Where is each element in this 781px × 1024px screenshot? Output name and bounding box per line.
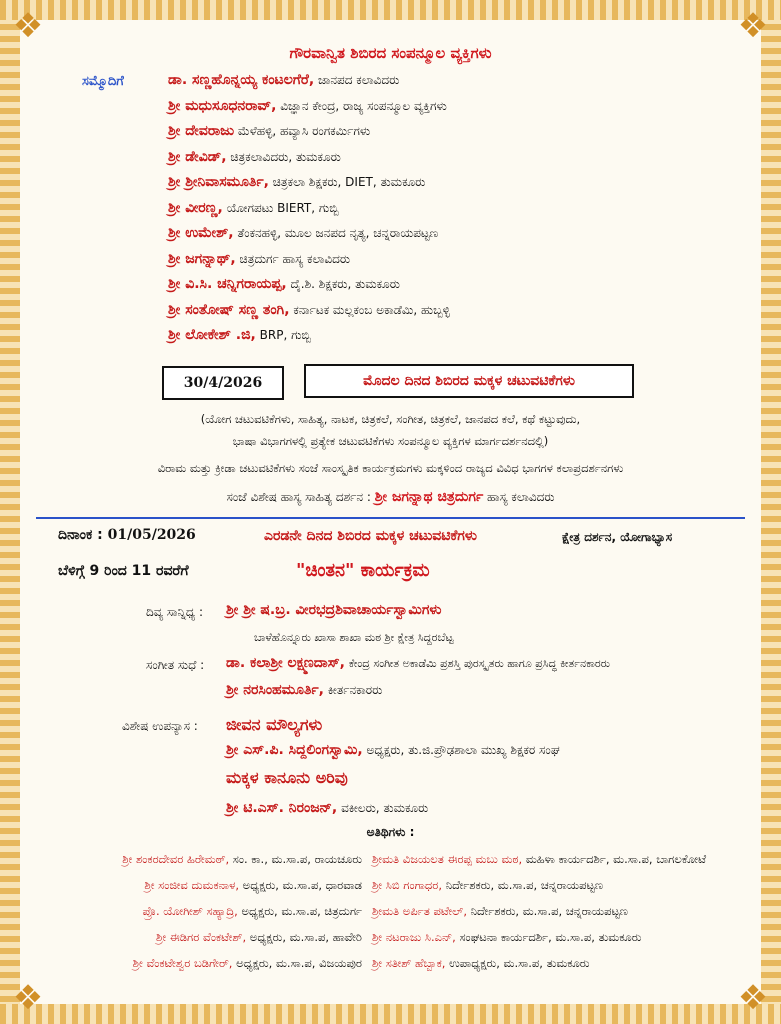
guest-detail: ಅಧ್ಯಕ್ಷರು, ಮ.ಸಾ.ಪ, ಹಾವೇರಿ	[249, 930, 362, 944]
guest-detail: ಮಹಿಳಾ ಕಾರ್ಯದರ್ಶಿ, ಮ.ಸಾ.ಪ, ಬಾಗಲಕೋಟೆ	[525, 852, 707, 866]
lecture-label: ವಿಶೇಷ ಉಪನ್ಯಾಸ :	[122, 719, 198, 733]
divine-detail: ಬಾಳೆಹೊನ್ನೂರು ಖಾಸಾ ಶಾಖಾ ಮಠ ಶ್ರೀ ಕ್ಷೇತ್ರ ಸಿದ್ದರಬೆಟ್ಟ	[254, 631, 454, 644]
day1-activities-line2: ಭಾಷಾ ವಿಭಾಗಗಳಲ್ಲಿ ಪ್ರತ್ಯೇಕ ಚಟುವಟಿಕೆಗಳು ಸಂಪನ್ಮೂಲ ವ್ಯಕ್ತಿಗಳ ಮಾರ್ಗದರ್ಶನದಲ್ಲಿ)	[232, 434, 549, 448]
guest-name: ಶ್ರೀ ನಟರಾಜು ಸಿ.ಎನ್,	[372, 930, 456, 944]
resource-person-item	[168, 72, 399, 88]
guest-detail: ನಿರ್ದೇಶಕರು, ಮ.ಸಾ.ಪ, ಚನ್ನರಾಯಪಟ್ಟಣ	[470, 904, 628, 918]
guest-item	[372, 904, 628, 919]
guest-detail: ಸಂ. ಕಾ., ಮ.ಸಾ.ಪ, ರಾಯಚೂರು	[232, 852, 362, 866]
day2-title: ಎರಡನೇ ದಿನದ ಶಿಬಿರದ ಮಕ್ಕಳ ಚಟುವಟಿಕೆಗಳು	[264, 528, 477, 544]
guest-item	[372, 852, 706, 867]
guest-detail: ಅಧ್ಯಕ್ಷರು, ಮ.ಸಾ.ಪ, ಧಾರವಾಡ	[242, 878, 362, 892]
guest-name: ಶ್ರೀ ಸಿಬಿ ಗಂಗಾಧರ,	[372, 878, 443, 892]
resource-person-name: ಶ್ರೀ ವಿ.ಸಿ. ಚನ್ನಿಗರಾಯಪ್ಪ,	[168, 276, 287, 292]
day2-field-visit: ಕ್ಷೇತ್ರ ದರ್ಶನ, ಯೋಗಾಭ್ಯಾಸ	[562, 530, 673, 544]
divine-label: ದಿವ್ಯ ಸಾನ್ನಿಧ್ಯ :	[146, 605, 204, 619]
resource-person-detail: ತೆಂಕನಹಳ್ಳಿ, ಮೂಲ ಜನಪದ ನೃತ್ಯ, ಚನ್ನರಾಯಪಟ್ಟಣ	[237, 226, 439, 240]
resource-person-name: ಶ್ರೀ ಲೋಕೇಶ್ .ಜಿ,	[168, 327, 256, 343]
resource-person-item	[168, 302, 450, 318]
resource-person-name: ಶ್ರೀ ಮಧುಸೂಧನರಾವ್,	[168, 97, 277, 114]
day2-date	[58, 527, 196, 543]
guest-item	[133, 956, 362, 971]
guest-detail: ನಿರ್ದೇಶಕರು, ಮ.ಸಾ.ಪ, ಚನ್ನರಾಯಪಟ್ಟಣ	[445, 878, 603, 892]
page-title: ಗೌರವಾನ್ವಿತ ಶಿಬಿರದ ಸಂಪನ್ಮೂಲ ವ್ಯಕ್ತಿಗಳು	[289, 44, 492, 62]
corner-ornament-icon: ❖	[737, 978, 769, 1018]
corner-ornament-icon: ❖	[12, 6, 44, 46]
music-performer-2: ಶ್ರೀ ನರಸಿಂಹಮೂರ್ತಿ, ಕೀರ್ತನಕಾರರು	[226, 682, 383, 698]
music-label: ಸಂಗೀತ ಸುಧೆ :	[146, 658, 205, 672]
guest-name: ಪ್ರೊ. ಯೋಗೀಶ್ ಸಹ್ಯಾದ್ರಿ,	[142, 904, 238, 918]
resource-person-detail: ಚಿತ್ರದುರ್ಗ ಹಾಸ್ಯ ಕಲಾವಿದರು	[239, 251, 351, 266]
resource-person-name: ಶ್ರೀ ದೇವರಾಜು	[168, 123, 235, 139]
day1-date-box: 30/4/2026	[162, 366, 284, 400]
evening-label: ಸಂಜೆ ವಿಶೇಷ ಹಾಸ್ಯ ಸಾಹಿತ್ಯ ದರ್ಶನ :	[226, 490, 371, 504]
guest-detail: ಉಪಾಧ್ಯಕ್ಷರು, ಮ.ಸಾ.ಪ, ತುಮಕೂರು	[449, 956, 590, 970]
resource-person-item	[168, 327, 311, 343]
guest-name: ಶ್ರೀ ವೆಂಕಟೇಶ್ವರ ಬಡಿಗೇರ್,	[132, 956, 233, 970]
resource-person-detail: ಕರ್ನಾಟಕ ಮಲ್ಲಕಂಬ ಅಕಾಡೆಮಿ, ಹುಬ್ಬಳ್ಳಿ	[293, 302, 450, 317]
lecture-speaker-2: ಶ್ರೀ ಟಿ.ಎಸ್. ನಿರಂಜನ್, ವಕೀಲರು, ತುಮಕೂರು	[226, 800, 429, 816]
resource-person-detail: ವಿಜ್ಞಾನ ಕೇಂದ್ರ, ರಾಜ್ಯ ಸಂಪನ್ಮೂಲ ವ್ಯಕ್ತಿಗಳು	[280, 98, 447, 113]
guest-name: ಶ್ರೀಮತಿ ವಿಜಯಲತ ಈರಪ್ಪ ಮಬು ಮಠ,	[372, 852, 523, 866]
guest-name: ಶ್ರೀ ಸಂಜೀವ ದುಮಕನಾಳ,	[144, 878, 240, 892]
resource-person-item	[168, 276, 400, 292]
resource-person-item	[168, 225, 438, 241]
day2-date-value: 01/05/2026	[107, 527, 196, 543]
resource-person-name: ಶ್ರೀ ವೀರಣ್ಣ,	[168, 199, 223, 216]
resource-person-name: ಶ್ರೀ ಉಮೇಶ್,	[168, 225, 234, 241]
resource-person-item	[168, 200, 339, 216]
guest-detail: ಅಧ್ಯಕ್ಷರು, ಮ.ಸಾ.ಪ, ಚಿತ್ರದುರ್ಗ	[241, 904, 362, 918]
resource-person-detail: ಜಾನಪದ ಕಲಾವಿದರು	[318, 73, 400, 87]
day2-date-label: ದಿನಾಂಕ :	[58, 527, 103, 543]
resource-person-name: ಡಾ. ಸಣ್ಣಹೊನ್ನಯ್ಯ ಕಂಟಲಗೆರೆ,	[168, 72, 315, 88]
evening-name: ಶ್ರೀ ಜಗನ್ನಾಥ ಚಿತ್ರದುರ್ಗ	[374, 489, 484, 505]
evening-detail: ಹಾಸ್ಯ ಕಲಾವಿದರು	[487, 490, 555, 504]
blessing-label: ಸಮ್ಮೊದಿಗೆ	[82, 74, 124, 89]
resource-person-item	[168, 149, 341, 165]
resource-person-name: ಶ್ರೀ ಡೇವಿಡ್,	[168, 148, 227, 165]
resource-person-item	[168, 98, 447, 114]
guest-detail: ಸಂಘಟನಾ ಕಾರ್ಯದರ್ಶಿ, ಮ.ಸಾ.ಪ, ತುಮಕೂರು	[459, 930, 642, 944]
resource-person-detail: ಮೆಳೆಹಳ್ಳಿ, ಹವ್ಯಾಸಿ ರಂಗಕರ್ಮಿಗಳು	[237, 124, 371, 138]
resource-person-item	[168, 123, 370, 139]
lecture-speaker-1: ಶ್ರೀ ಎಸ್.ಪಿ. ಸಿದ್ದಲಿಂಗಸ್ವಾಮಿ, ಅಧ್ಯಕ್ಷರು, ತು.ಜಿ.ಪ್ರೌಢಶಾಲಾ ಮುಖ್ಯ ಶಿಕ್ಷಕರ ಸಂಘ	[226, 742, 560, 758]
lecture-topic-1: ಜೀವನ ಮೌಲ್ಯಗಳು	[226, 715, 323, 734]
day1-evening-line	[0, 489, 781, 505]
guest-name: ಶ್ರೀಮತಿ ಅರ್ಪಿತ ಪಟೇಲ್,	[372, 904, 467, 918]
resource-person-detail: ಚಿತ್ರಕಲಾ ಶಿಕ್ಷಕರು, DIET, ತುಮಕೂರು	[272, 175, 426, 189]
guest-item	[144, 878, 362, 893]
lecture-topic-2: ಮಕ್ಕಳ ಕಾನೂನು ಅರಿವು	[226, 768, 348, 787]
guest-item	[372, 878, 603, 893]
resource-person-name: ಶ್ರೀ ಶ್ರೀನಿವಾಸಮೂರ್ತಿ,	[168, 174, 269, 190]
divine-name: ಶ್ರೀ ಶ್ರೀ ಷ.ಬ್ರ. ವೀರಭದ್ರಶಿವಾಚಾರ್ಯಸ್ವಾಮಿಗಳು	[226, 602, 442, 618]
guest-item	[372, 956, 590, 971]
resource-person-detail: ಯೋಗಪಟು BIERT, ಗುಬ್ಬಿ	[226, 200, 339, 215]
day2-morning-time: ಬೆಳಿಗ್ಗೆ 9 ರಿಂದ 11 ರವರೆಗೆ	[58, 563, 189, 579]
music-performer-1: ಡಾ. ಕಲಾಶ್ರೀ ಲಕ್ಷ್ಮಣದಾಸ್, ಕೇಂದ್ರ ಸಂಗೀತ ಅಕಾಡೆಮಿ ಪ್ರಶಸ್ತಿ ಪುರಸ್ಕೃತರು ಹಾಗೂ ಪ್ರಸಿದ್ಧ ಕೀರ್ತನಕಾರರು	[226, 655, 611, 671]
resource-person-name: ಶ್ರೀ ಜಗನ್ನಾಥ್,	[168, 250, 236, 267]
resource-person-detail: ಚಿತ್ರಕಲಾವಿದರು, ತುಮಕೂರು	[230, 149, 341, 164]
resource-person-detail: BRP, ಗುಬ್ಬಿ	[259, 328, 311, 342]
guest-item	[122, 852, 362, 867]
corner-ornament-icon: ❖	[737, 6, 769, 46]
day1-activities-line3: ವಿರಾಮ ಮತ್ತು ಕ್ರೀಡಾ ಚಟುವಟಿಕೆಗಳು ಸಂಜೆ ಸಾಂಸ್ಕೃತಿಕ ಕಾರ್ಯಕ್ರಮಗಳು ಮಕ್ಕಳಿಂದ ರಾಜ್ಯದ ವಿವಿಧ ಭಾಗಗಳ ಕಲಾಪ್ರದರ್ಶನಗಳು	[157, 461, 624, 475]
section-divider	[36, 517, 745, 519]
day1-activities-line1: (ಯೋಗ ಚಟುವಟಿಕೆಗಳು, ಸಾಹಿತ್ಯ, ನಾಟಕ, ಚಿತ್ರಕಲೆ, ಸಂಗೀತ, ಚಿತ್ರಕಲೆ, ಜಾನಪದ ಕಲೆ, ಕಥೆ ಕಟ್ಟುವುದು,	[200, 412, 581, 426]
corner-ornament-icon: ❖	[12, 978, 44, 1018]
resource-person-detail: ದೈ.ಶಿ. ಶಿಕ್ಷಕರು, ತುಮಕೂರು	[290, 277, 400, 291]
guest-name: ಶ್ರೀ ಸತೀಶ್ ಹೆಬ್ಬಾಕ,	[372, 956, 446, 970]
day1-title-box: ಮೊದಲ ದಿನದ ಶಿಬಿರದ ಮಕ್ಕಳ ಚಟುವಟಿಕೆಗಳು	[304, 364, 634, 398]
resource-person-item	[168, 251, 350, 267]
program-title: "ಚಿಂತನ" ಕಾರ್ಯಕ್ರಮ	[296, 560, 430, 581]
guest-item	[143, 904, 362, 919]
resource-person-item	[168, 174, 425, 190]
guest-detail: ಅಧ್ಯಕ್ಷರು, ಮ.ಸಾ.ಪ, ವಿಜಯಪುರ	[236, 956, 362, 970]
guest-name: ಶ್ರೀ ಈಡಿಗರ ವೆಂಕಟೇಶ್,	[156, 930, 247, 944]
guests-title: ಅತಿಥಿಗಳು :	[366, 825, 415, 839]
guest-item	[372, 930, 641, 945]
guest-item	[156, 930, 362, 945]
guest-name: ಶ್ರೀ ಶಂಕರದೇವರ ಹಿರೇಮಠ್,	[122, 852, 230, 866]
resource-person-name: ಶ್ರೀ ಸಂತೋಷ್ ಸಣ್ಣ ತಂಗಿ,	[168, 301, 290, 318]
